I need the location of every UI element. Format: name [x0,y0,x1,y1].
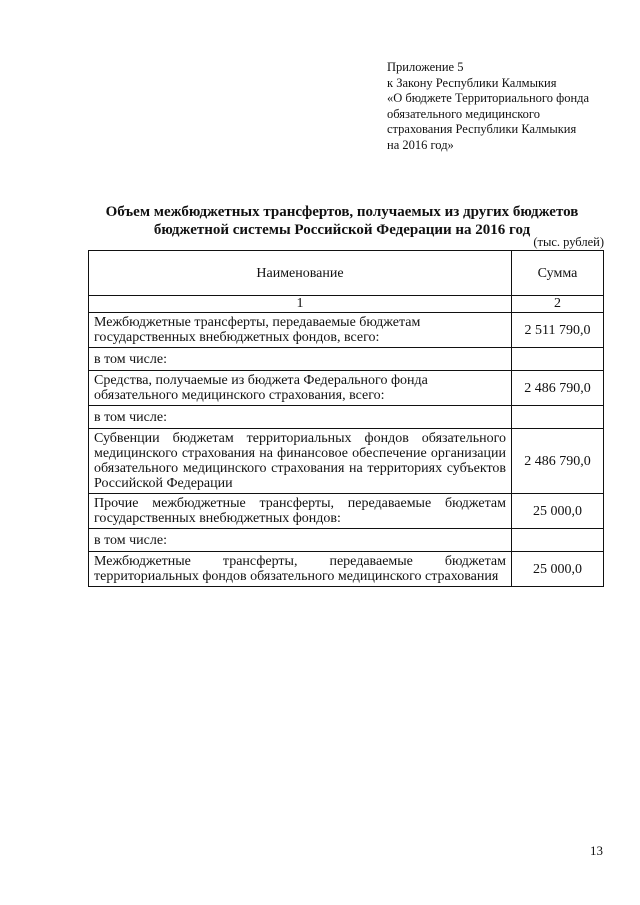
row-name-cell: Субвенции бюджетам территориальных фондов обязательного медицинского страхования на финансовое обеспечение организации обязательного медицинского страхования на территориях субъектов Российской Федерации [89,429,512,494]
document-title [70,203,614,239]
header-name-cell: Наименование [89,251,512,296]
row-name-cell: в том числе: [89,529,512,552]
table-row [89,406,604,429]
appendix-line: «О бюджете Территориального фонда [387,91,590,105]
row-name-cell: в том числе: [89,348,512,371]
row-sum-cell [512,406,604,429]
row-sum-cell: 2 486 790,0 [512,371,604,406]
table-row [89,313,604,348]
header-sum-cell: Сумма [512,251,604,296]
row-name-cell: Прочие межбюджетные трансферты, передаваемые бюджетам государственных внебюджетных фондов: [89,494,512,529]
appendix-line: к Закону Республики Калмыкия [387,75,557,90]
row-name-cell: в том числе: [89,406,512,429]
row-sum-cell: 2 486 790,0 [512,429,604,494]
appendix-line: обязательного медицинского [387,106,541,121]
title-line-2: бюджетной системы Российской Федерации на 2016 год [153,222,531,238]
appendix-line: страхования Республики Калмыкия [387,122,577,136]
table-row [89,371,604,406]
appendix-line: Приложение 5 [387,60,464,74]
column-number-1: 1 [89,296,512,313]
column-number-row [89,296,604,313]
page-number: 13 [590,843,603,858]
row-sum-cell [512,529,604,552]
row-name-cell: Средства, получаемые из бюджета Федерального фонда обязательного медицинского страхования, всего: [89,371,512,406]
row-sum-cell: 2 511 790,0 [512,313,604,348]
row-sum-cell: 25 000,0 [512,552,604,587]
appendix-note [387,60,627,153]
row-name-cell: Межбюджетные трансферты, передаваемые бюджетам территориальных фондов обязательного медицинского страхования [89,552,512,587]
table-row [89,529,604,552]
appendix-line: на 2016 год» [387,137,454,152]
column-number-2: 2 [512,296,604,313]
table-header-row [89,251,604,296]
table-row [89,429,604,494]
row-sum-cell: 25 000,0 [512,494,604,529]
title-line-1: Объем межбюджетных трансфертов, получаемых из других бюджетов [105,204,579,220]
transfers-table [88,250,604,587]
table-row [89,494,604,529]
row-name-cell: Межбюджетные трансферты, передаваемые бюджетам государственных внебюджетных фондов, всего: [89,313,512,348]
table-row [89,552,604,587]
row-sum-cell [512,348,604,371]
table-row [89,348,604,371]
units-label: (тыс. рублей) [533,235,604,249]
